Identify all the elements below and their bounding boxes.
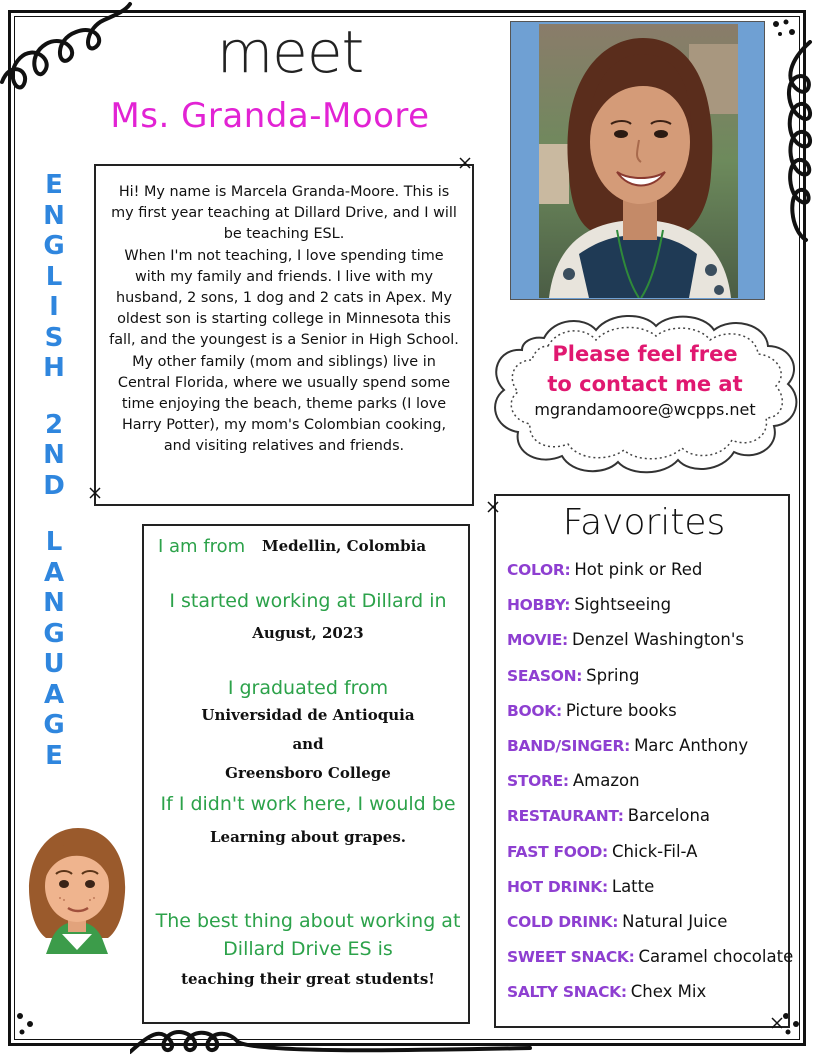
favorite-row (507, 701, 677, 720)
favorite-label: FAST FOOD: (507, 842, 608, 861)
favorites-box (494, 494, 794, 1028)
favorite-value: Denzel Washington's (571, 630, 744, 650)
side-title-letter: D (43, 470, 65, 501)
favorite-row (507, 771, 640, 790)
bio-paragraph: When I'm not teaching, I love spending time with my family and friends. I live with my husband, 2 sons, 1 dog and 2 cats in Apex. My oldest son is starting college in Minnesota this fall, and the youngest is a Senior in High School. (109, 247, 459, 349)
favorite-value: Caramel chocolate (638, 947, 794, 967)
best-label-line1: The best thing about working at (155, 910, 461, 932)
swirl-decoration-bottom (130, 1024, 550, 1056)
side-title-letter: N (43, 200, 65, 231)
side-title-letter: U (43, 649, 65, 679)
contact-heading-line1: Please feel free (552, 342, 738, 366)
swirl-decoration-top-left (0, 0, 140, 90)
bio-paragraph: Hi! My name is Marcela Granda-Moore. This is my first year teaching at Dillard Drive, and I will be teaching ESL. (111, 184, 457, 243)
dots-decoration-bottom-left (14, 1010, 44, 1040)
x-mark-decoration (770, 1016, 784, 1030)
side-title-word-language (36, 527, 72, 771)
favorite-value: Chick-Fil-A (611, 841, 698, 861)
favorite-value: Spring (586, 665, 640, 685)
dots-decoration-top-right (770, 18, 800, 42)
best-value: teaching their great students! (181, 970, 435, 988)
contact-bubble (484, 312, 806, 478)
teacher-photo (510, 21, 765, 300)
favorite-row (507, 666, 639, 685)
favorite-value: Marc Anthony (634, 736, 749, 755)
favorite-row (507, 947, 793, 966)
favorite-row (507, 982, 706, 1001)
side-title-word-english (36, 170, 72, 384)
about-box (142, 524, 470, 1024)
started-value: August, 2023 (252, 624, 364, 642)
side-title-letter: 2 (44, 409, 64, 440)
side-title-letter: L (45, 261, 63, 292)
contact-email[interactable]: mgrandamoore@wcpps.net (534, 400, 756, 419)
favorite-row (507, 560, 702, 579)
x-mark-decoration (88, 486, 102, 500)
avatar (22, 822, 132, 954)
favorite-label: SEASON: (507, 666, 583, 685)
favorite-label: SWEET SNACK: (507, 948, 635, 967)
teacher-portrait (539, 24, 738, 298)
side-title-letter: E (45, 740, 63, 771)
graduated-and: and (292, 735, 324, 753)
favorite-value: Barcelona (627, 806, 711, 826)
side-title-letter: H (43, 353, 65, 383)
side-title-letter: S (44, 322, 64, 353)
favorite-label: BAND/SINGER: (507, 737, 631, 755)
favorite-value: Latte (611, 876, 655, 896)
side-title-letter: G (43, 231, 65, 261)
favorite-value: Amazon (572, 771, 640, 791)
favorite-value: Sightseeing (574, 595, 672, 615)
favorite-row (507, 736, 748, 755)
favorite-value: Picture books (565, 700, 677, 720)
graduated-value: Greensboro College (225, 764, 391, 782)
side-title-letter: N (43, 440, 65, 470)
swirl-decoration-right (780, 40, 816, 270)
x-mark-decoration (486, 500, 500, 514)
side-title-letter: N (43, 588, 65, 618)
side-title-letter: I (49, 292, 59, 322)
title-meet: meet (216, 18, 364, 86)
favorite-value: Hot pink or Red (574, 560, 703, 579)
favorite-row (507, 842, 697, 861)
side-title-word-2nd (36, 410, 72, 502)
side-title-letter: A (43, 557, 65, 588)
side-title (36, 170, 72, 771)
x-mark-decoration (458, 156, 472, 170)
side-title-letter: E (45, 170, 63, 200)
side-title-letter: G (43, 710, 65, 740)
favorite-row (507, 630, 744, 649)
bio-paragraph: My other family (mom and siblings) live in Central Florida, where we usually spend some time enjoying the beach, theme parks (I love Harry Potter), my mom's Colombian cooking, and visiting relatives and friends. (117, 353, 451, 455)
graduated-value: Universidad de Antioquia (201, 706, 415, 724)
favorites-title: Favorites (562, 502, 726, 543)
favorite-label: MOVIE: (507, 631, 568, 650)
favorite-label: COLOR: (507, 561, 571, 579)
from-label: I am from (158, 536, 246, 557)
favorite-row (507, 877, 654, 896)
side-title-letter: A (43, 679, 65, 710)
elsewhere-label: If I didn't work here, I would be (160, 793, 456, 815)
started-label: I started working at Dillard in (169, 590, 447, 612)
favorite-label: BOOK: (507, 701, 562, 720)
side-title-letter: L (45, 527, 63, 557)
favorite-value: Chex Mix (630, 982, 707, 1002)
favorite-label: RESTAURANT: (507, 807, 624, 826)
favorite-label: HOBBY: (507, 596, 571, 615)
favorite-label: COLD DRINK: (507, 913, 619, 931)
contact-heading-line2: to contact me at (547, 372, 743, 396)
best-label-line2: Dillard Drive ES is (223, 938, 393, 960)
side-title-letter: G (43, 618, 65, 649)
bio-box (94, 164, 474, 506)
favorite-value: Natural Juice (622, 912, 728, 931)
favorite-label: HOT DRINK: (507, 877, 608, 896)
from-value: Medellin, Colombia (262, 537, 427, 555)
favorite-row (507, 806, 710, 825)
teacher-name: Ms. Granda-Moore (110, 96, 430, 136)
favorite-row (507, 595, 671, 614)
favorite-label: SALTY SNACK: (507, 983, 627, 1002)
favorite-label: STORE: (507, 772, 569, 791)
favorite-row (507, 912, 727, 931)
graduated-label: I graduated from (227, 677, 389, 699)
elsewhere-value: Learning about grapes. (209, 828, 406, 846)
